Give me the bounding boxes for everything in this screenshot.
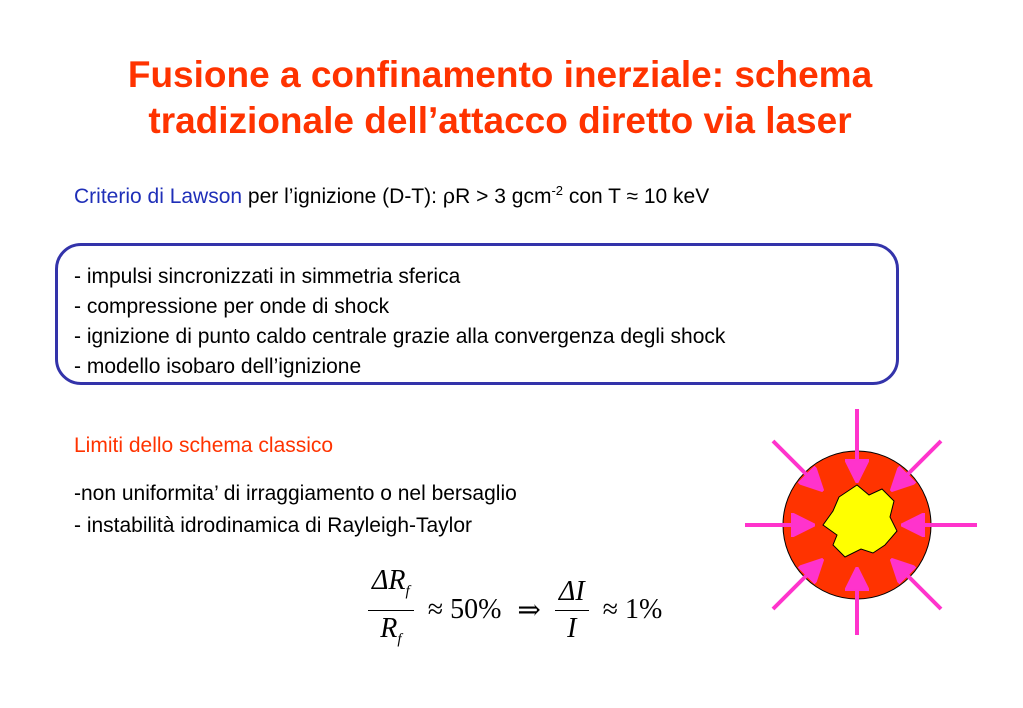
limits-heading: Limiti dello schema classico	[74, 434, 334, 457]
fraction-intensity-denominator: I	[567, 612, 577, 644]
lawson-text: per l’ignizione (D-T):	[242, 185, 443, 208]
title-line-1: Fusione a confinamento inerziale: schema	[127, 54, 873, 95]
feature-item: - compressione per onde di shock	[74, 295, 390, 318]
laser-arrow-icon	[905, 441, 941, 477]
limit-item: - instabilità idrodinamica di Rayleigh-Taylor	[74, 514, 473, 537]
feature-item: - ignizione di punto caldo centrale grazie alla convergenza degli shock	[74, 325, 726, 348]
laser-arrow-icon	[773, 441, 809, 477]
instability-formula	[362, 565, 670, 655]
lawson-criterion	[74, 184, 709, 209]
fraction-radius-numerator: $\Delta R_f$	[372, 564, 410, 600]
lawson-expr: R > 3 gcm	[455, 185, 552, 208]
approx-1: ≈ 1%	[602, 594, 663, 625]
lawson-exponent: -2	[551, 183, 564, 198]
slide-title	[0, 52, 1000, 144]
limits-list	[74, 478, 517, 542]
features-list	[74, 262, 725, 382]
approx-50: ≈ 50%	[427, 594, 502, 625]
title-line-2: tradizionale dell’attacco diretto via laser	[148, 100, 852, 141]
feature-item: - impulsi sincronizzati in simmetria sferica	[74, 265, 461, 288]
direct-drive-diagram	[745, 405, 990, 640]
lawson-tail: con T ≈ 10 keV	[563, 185, 710, 208]
lawson-label: Criterio di Lawson	[74, 185, 243, 208]
fraction-intensity-numerator: ΔI	[558, 575, 585, 607]
feature-item: - modello isobaro dell’ignizione	[74, 355, 362, 378]
fraction-radius-denominator: $R_f$	[380, 612, 402, 648]
laser-arrow-icon	[773, 573, 809, 609]
rho-symbol: ρ	[442, 184, 456, 208]
fraction-intensity	[555, 574, 589, 647]
implies-symbol: ⇒	[517, 595, 541, 626]
laser-arrow-icon	[905, 573, 941, 609]
fraction-radius	[368, 563, 414, 657]
limit-item: -non uniformita’ di irraggiamento o nel bersaglio	[74, 482, 517, 505]
